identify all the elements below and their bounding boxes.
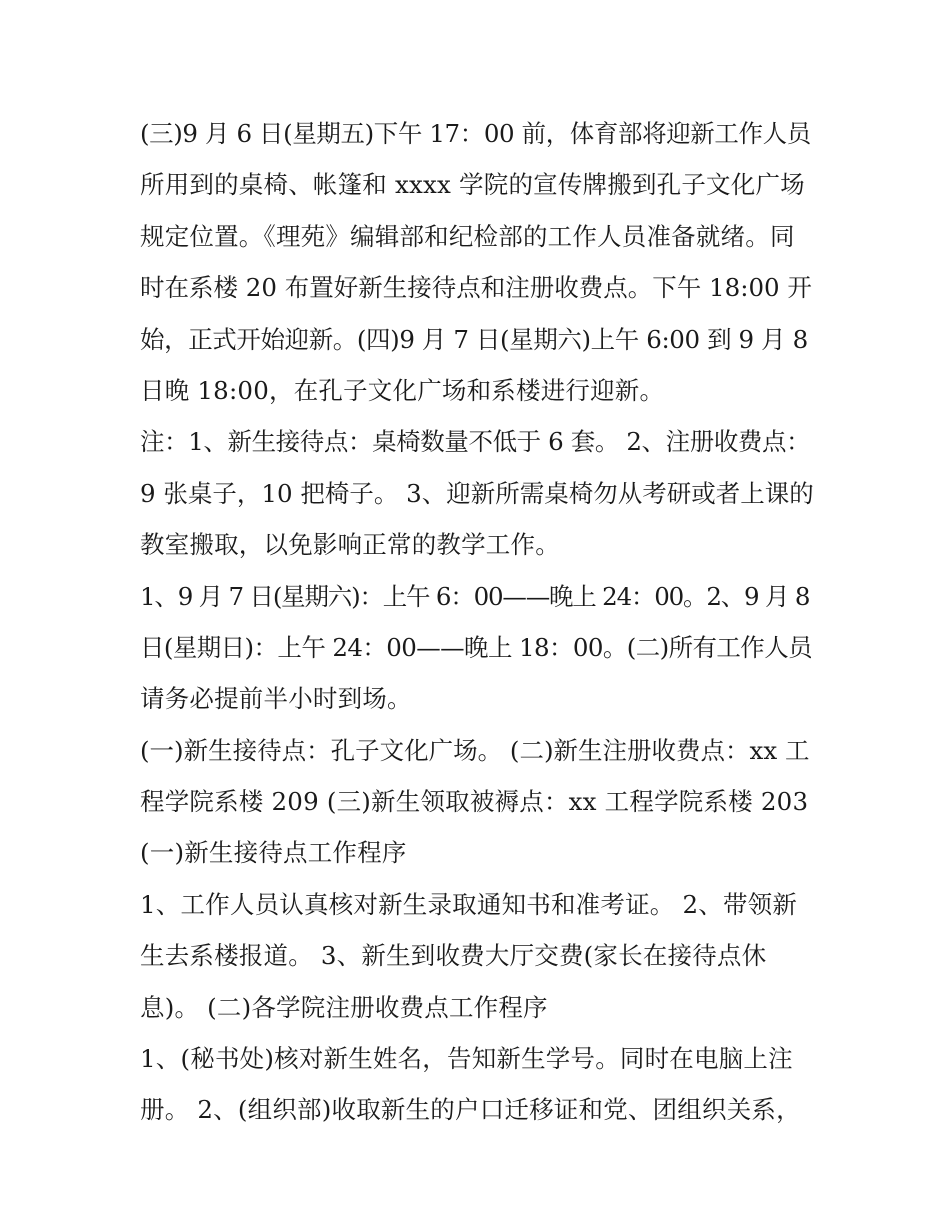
text-line: 所用到的桌椅、帐篷和 xxxx 学院的宣传牌搬到孔子文化广场 (140, 170, 805, 200)
text-line: 9 张桌子，10 把椅子。 3、迎新所需桌椅勿从考研或者上课的 (140, 478, 814, 508)
text-line: 规定位置。《理苑》编辑部和纪检部的工作人员准备就绪。同 (140, 221, 795, 251)
text-line: 教室搬取，以免影响正常的教学工作。 (140, 530, 560, 560)
text-line: 请务必提前半小时到场。 (140, 684, 412, 714)
text-line: 日(星期日)：上午 24：00——晚上 18：00。(二)所有工作人员 (140, 632, 813, 662)
paragraph-furniture-note (140, 416, 815, 570)
text-line: 息)。 (二)各学院注册收费点工作程序 (140, 992, 548, 1022)
paragraph-locations (140, 725, 815, 828)
text-line: 1、9 月 7 日(星期六)：上午 6：00——晚上 24：00。2、9 月 8 (140, 581, 810, 611)
text-line: 注：1、新生接待点：桌椅数量不低于 6 套。 2、注册收费点： (140, 427, 811, 457)
text-line: 生去系楼报道。 3、新生到收费大厅交费(家长在接待点休 (140, 941, 767, 971)
text-line: (一)新生接待点工作程序 (140, 838, 407, 868)
text-line: (一)新生接待点：孔子文化广场。 (二)新生注册收费点：xx 工 (140, 735, 810, 765)
text-line: (三)9 月 6 日(星期五)下午 17：00 前，体育部将迎新工作人员 (140, 119, 811, 148)
text-line: 始，正式开始迎新。(四)9 月 7 日(星期六)上午 6:00 到 9 月 8 (140, 324, 808, 354)
text-line: 日晚 18:00，在孔子文化广场和系楼进行迎新。 (140, 375, 665, 405)
text-line: 程学院系楼 209 (三)新生领取被褥点：xx 工程学院系楼 203 (140, 787, 809, 817)
document-body (140, 108, 815, 1136)
section-heading-reception-procedure (140, 827, 815, 878)
text-line: 1、工作人员认真核对新生录取通知书和准考证。 2、带领新 (140, 889, 798, 919)
text-line: 1、(秘书处)核对新生姓名，告知新生学号。同时在电脑上注 (140, 1044, 793, 1074)
paragraph-reception-steps (140, 879, 815, 1033)
paragraph-welcome-preparation (140, 108, 815, 416)
paragraph-schedule (140, 571, 815, 725)
text-line: 册。 2、(组织部)收取新生的户口迁移证和党、团组织关系， (140, 1095, 801, 1125)
text-line: 时在系楼 20 布置好新生接待点和注册收费点。下午 18:00 开 (140, 273, 812, 303)
paragraph-registration-steps (140, 1033, 815, 1136)
